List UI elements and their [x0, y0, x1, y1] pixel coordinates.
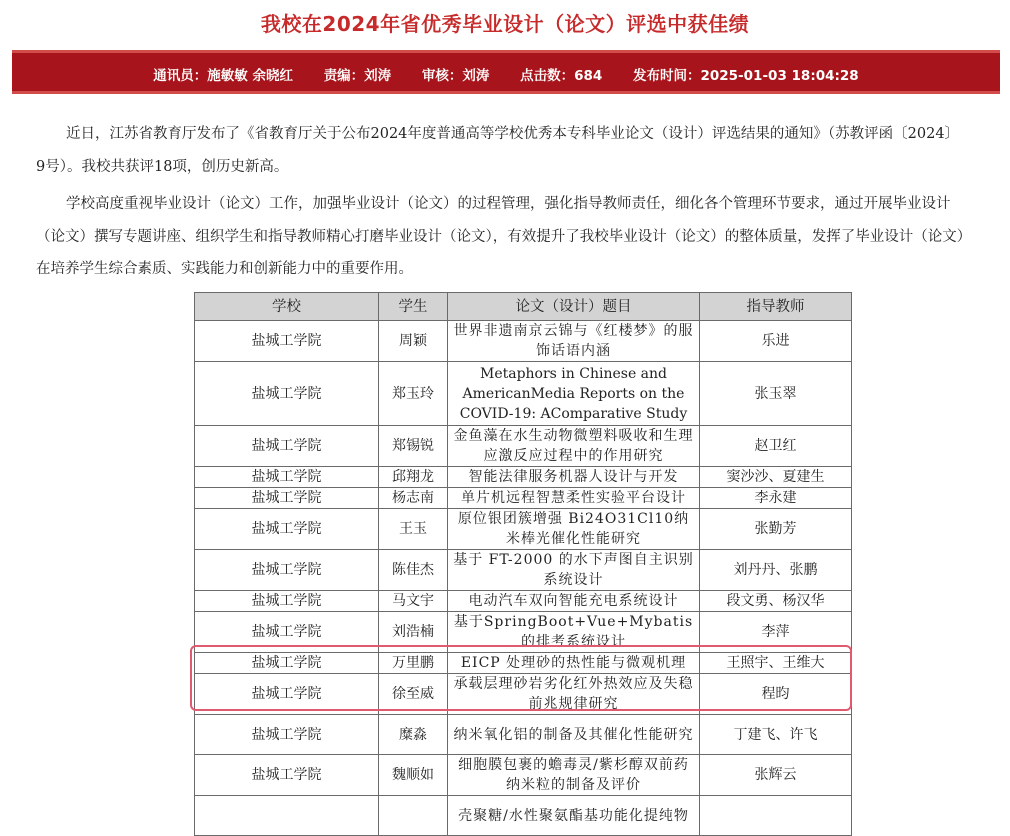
cell-school: 盐城工学院	[195, 467, 379, 488]
cell-student: 糜淼	[379, 715, 448, 755]
table-row	[195, 796, 852, 836]
cell-school: 盐城工学院	[195, 591, 379, 612]
cell-topic: 细胞膜包裹的蟾毒灵/紫杉醇双前药纳米粒的制备及评价	[448, 755, 700, 796]
cell-advisor: 刘丹丹、张鹏	[700, 550, 852, 591]
award-table	[194, 292, 852, 836]
cell-student: 刘浩楠	[379, 612, 448, 653]
cell-school	[195, 796, 379, 836]
header-school: 学校	[195, 293, 379, 321]
cell-topic: 基于 FT-2000 的水下声图自主识别系统设计	[448, 550, 700, 591]
cell-advisor: 乐进	[700, 321, 852, 362]
table-row	[195, 426, 852, 467]
cell-student: 王玉	[379, 509, 448, 550]
cell-student	[379, 796, 448, 836]
cell-school: 盐城工学院	[195, 550, 379, 591]
table-row	[195, 612, 852, 653]
cell-school: 盐城工学院	[195, 653, 379, 674]
meta-reporter: 通讯员：施敏敏 余晓红	[153, 68, 293, 84]
cell-school: 盐城工学院	[195, 612, 379, 653]
cell-topic: 电动汽车双向智能充电系统设计	[448, 591, 700, 612]
cell-topic: 基于SpringBoot+Vue+Mybatis的排考系统设计	[448, 612, 700, 653]
table-header-row	[195, 293, 852, 321]
table-row	[195, 653, 852, 674]
cell-student: 马文宇	[379, 591, 448, 612]
meta-publish-time: 发布时间：2025-01-03 18:04:28	[632, 68, 859, 84]
cell-topic: Metaphors in Chinese and AmericanMedia Reports on the COVID-19: AComparative Study	[448, 362, 700, 426]
table-row	[195, 488, 852, 509]
cell-student: 郑锡锐	[379, 426, 448, 467]
cell-school: 盐城工学院	[195, 715, 379, 755]
meta-line	[12, 64, 1000, 84]
meta-editor: 责编：刘涛	[323, 68, 392, 84]
table-row	[195, 591, 852, 612]
cell-advisor: 李永建	[700, 488, 852, 509]
table-row	[195, 550, 852, 591]
cell-student: 魏顺如	[379, 755, 448, 796]
article-paragraph-2: 学校高度重视毕业设计（论文）工作，加强毕业设计（论文）的过程管理，强化指导教师责任，细化各个管理环节要求，通过开展毕业设计（论文）撰写专题讲座、组织学生和指导教师精心打磨毕业设计（论文），有效提升了我校毕业设计（论文）的整体质量，发挥了毕业设计（论文）在培养学生综合素质、实践能力和创新能力中的重要作用。	[36, 196, 964, 277]
table-row	[195, 755, 852, 796]
header-topic: 论文（设计）题目	[448, 293, 700, 321]
cell-advisor: 赵卫红	[700, 426, 852, 467]
cell-student: 杨志南	[379, 488, 448, 509]
cell-school: 盐城工学院	[195, 321, 379, 362]
cell-student: 郑玉玲	[379, 362, 448, 426]
cell-advisor: 段文勇、杨汉华	[700, 591, 852, 612]
cell-advisor: 张辉云	[700, 755, 852, 796]
cell-topic: 承载层理砂岩劣化红外热效应及失稳前兆规律研究	[448, 674, 700, 715]
cell-school: 盐城工学院	[195, 362, 379, 426]
cell-student: 周颖	[379, 321, 448, 362]
cell-topic: 纳米氧化铝的制备及其催化性能研究	[448, 715, 700, 755]
cell-student: 邱翔龙	[379, 467, 448, 488]
cell-topic: 智能法律服务机器人设计与开发	[448, 467, 700, 488]
cell-topic: EICP 处理砂的热性能与微观机理	[448, 653, 700, 674]
meta-reviewer: 审核：刘涛	[421, 68, 490, 84]
meta-click-count: 点击数：684	[520, 68, 603, 84]
cell-advisor: 李萍	[700, 612, 852, 653]
cell-student: 徐至威	[379, 674, 448, 715]
cell-advisor: 程昀	[700, 674, 852, 715]
cell-topic: 壳聚糖/水性聚氨酯基功能化提纯物	[448, 796, 700, 836]
table-row	[195, 674, 852, 715]
cell-advisor: 丁建飞、许飞	[700, 715, 852, 755]
cell-school: 盐城工学院	[195, 488, 379, 509]
cell-topic: 单片机远程智慧柔性实验平台设计	[448, 488, 700, 509]
header-advisor: 指导教师	[700, 293, 852, 321]
table-row	[195, 715, 852, 755]
cell-school: 盐城工学院	[195, 674, 379, 715]
article-meta-bar	[12, 50, 1000, 94]
cell-advisor: 张勤芳	[700, 509, 852, 550]
cell-advisor: 窦沙沙、夏建生	[700, 467, 852, 488]
table-row	[195, 467, 852, 488]
cell-advisor: 王照宇、王维大	[700, 653, 852, 674]
cell-topic: 原位银团簇增强 Bi24O31Cl10纳米棒光催化性能研究	[448, 509, 700, 550]
cell-school: 盐城工学院	[195, 509, 379, 550]
table-row	[195, 321, 852, 362]
table-row	[195, 362, 852, 426]
table-row	[195, 509, 852, 550]
cell-student: 陈佳杰	[379, 550, 448, 591]
cell-student: 万里鹏	[379, 653, 448, 674]
cell-topic: 金鱼藻在水生动物微塑料吸收和生理应激反应过程中的作用研究	[448, 426, 700, 467]
cell-advisor: 张玉翠	[700, 362, 852, 426]
header-student: 学生	[379, 293, 448, 321]
cell-advisor	[700, 796, 852, 836]
cell-school: 盐城工学院	[195, 426, 379, 467]
article-title: 我校在2024年省优秀毕业设计（论文）评选中获佳绩	[260, 12, 750, 36]
cell-topic: 世界非遗南京云锦与《红楼梦》的服饰话语内涵	[448, 321, 700, 362]
article-paragraph-1: 近日，江苏省教育厅发布了《省教育厅关于公布2024年度普通高等学校优秀本专科毕业论文（设计）评选结果的通知》（苏教评函〔2024〕9号）。我校共获评18项，创历史新高。	[36, 126, 960, 175]
cell-school: 盐城工学院	[195, 755, 379, 796]
